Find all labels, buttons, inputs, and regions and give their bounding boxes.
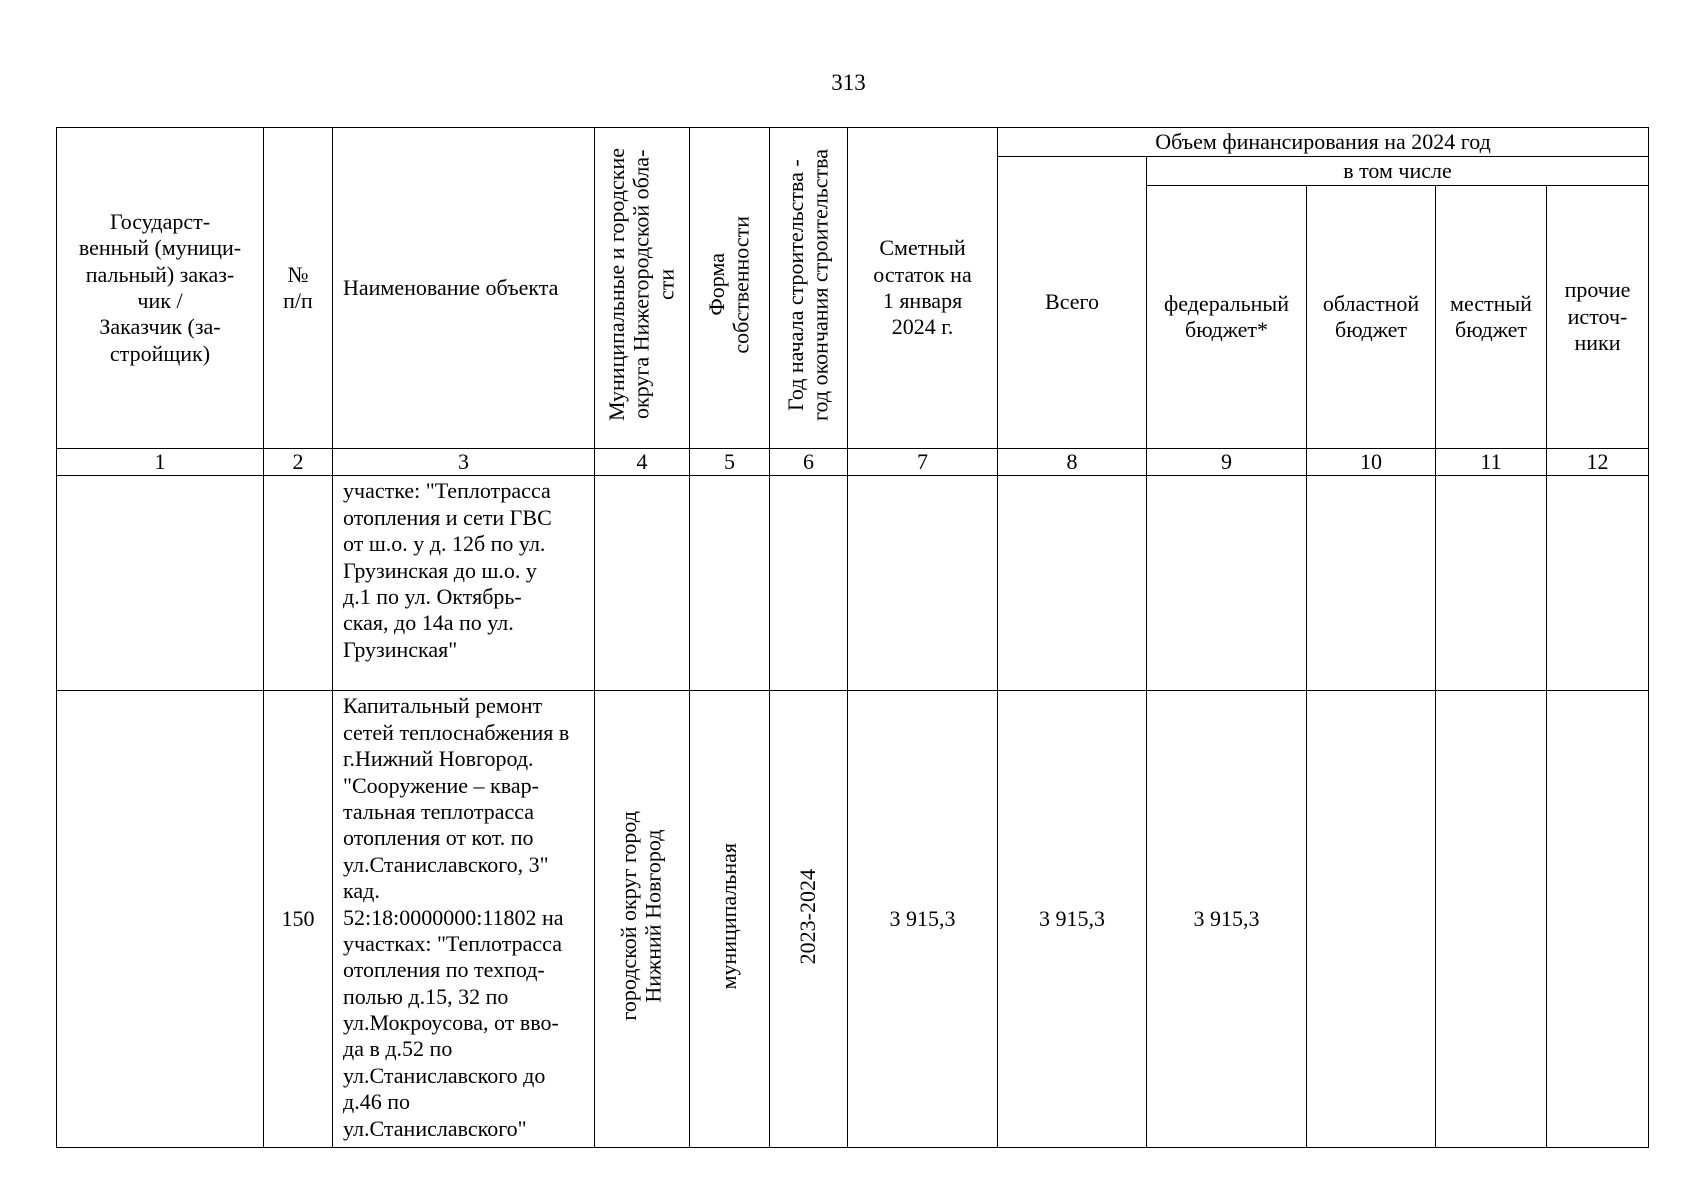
row-other	[1547, 691, 1649, 1148]
row-municipality-text: городской округ город Нижний Новгород	[616, 811, 666, 1021]
column-number: 11	[1436, 449, 1547, 476]
row-ownership	[690, 691, 770, 1148]
row-local	[1436, 476, 1547, 691]
header-including: в том числе	[1147, 157, 1649, 186]
header-regional: областной бюджет	[1307, 186, 1436, 449]
row-total	[998, 476, 1147, 691]
header-funding-title: Объем финансирования на 2024 год	[998, 128, 1649, 157]
header-years	[770, 128, 848, 449]
row-object-name: участке: "Теплотрасса отопления и сети ГВС от ш.о. у д. 12б по ул. Грузинская до ш.о. у д.1 по ул. Октябрь- ская, до 14а по ул. Грузинская"	[333, 476, 595, 691]
header-estimated-balance: Сметный остаток на 1 января 2024 г.	[848, 128, 998, 449]
column-number: 4	[595, 449, 690, 476]
financing-table	[56, 127, 1649, 1148]
column-number: 9	[1147, 449, 1307, 476]
header-ownership	[690, 128, 770, 449]
row-number: 150	[264, 691, 333, 1148]
row-years	[770, 476, 848, 691]
page-number: 313	[831, 70, 866, 95]
row-customer	[57, 691, 264, 1148]
column-number: 5	[690, 449, 770, 476]
header-local: местный бюджет	[1436, 186, 1547, 449]
row-total: 3 915,3	[998, 691, 1147, 1148]
row-federal: 3 915,3	[1147, 691, 1307, 1148]
row-federal	[1147, 476, 1307, 691]
row-local	[1436, 691, 1547, 1148]
header-other: прочие источ- ники	[1547, 186, 1649, 449]
column-number: 8	[998, 449, 1147, 476]
row-municipality	[595, 476, 690, 691]
row-number	[264, 476, 333, 691]
row-years-text: 2023-2024	[795, 868, 821, 964]
row-other	[1547, 476, 1649, 691]
row-object-name: Капитальный ремонт сетей теплоснабжения в г.Нижний Новгород. "Сооружение – квар- тальная теплотрасса отопления от кот. по ул.Станиславского, 3" кад. 52:18:0000000:11802 на участках: "Теплотрасса отопления по техпод- полью д.15, 32 по ул.Мокроусова, от вво- да в д.52 по ул.Станиславского до д.46 по ул.Станиславского"	[333, 691, 595, 1148]
row-estimated-balance: 3 915,3	[848, 691, 998, 1148]
row-regional	[1307, 476, 1436, 691]
column-number: 6	[770, 449, 848, 476]
row-regional	[1307, 691, 1436, 1148]
row-years	[770, 691, 848, 1148]
table-row	[57, 691, 1649, 1148]
column-number: 7	[848, 449, 998, 476]
column-number: 1	[57, 449, 264, 476]
header-municipality-text: Муниципальные и городские округа Нижегородской обла- сти	[604, 148, 679, 422]
header-customer	[57, 128, 264, 449]
header-federal: федеральный бюджет*	[1147, 186, 1307, 449]
header-years-text: Год начала строительства - год окончания строительства	[782, 148, 833, 421]
header-ownership-text: Форма собственности	[703, 216, 754, 354]
column-number: 12	[1547, 449, 1649, 476]
row-municipality	[595, 691, 690, 1148]
row-customer	[57, 476, 264, 691]
column-number: 10	[1307, 449, 1436, 476]
header-total: Всего	[998, 157, 1147, 449]
header-customer-text: Государст- венный (муници- пальный) заказ- чик / Заказчик (за- стройщик)	[78, 208, 242, 366]
column-numbers-row	[57, 449, 1649, 476]
header-number: № п/п	[264, 128, 333, 449]
row-estimated-balance	[848, 476, 998, 691]
row-ownership-text: муниципальная	[716, 842, 742, 990]
column-number: 2	[264, 449, 333, 476]
row-ownership	[690, 476, 770, 691]
column-number: 3	[333, 449, 595, 476]
header-municipality	[595, 128, 690, 449]
table-row	[57, 476, 1649, 691]
header-object-name: Наименование объекта	[333, 128, 595, 449]
